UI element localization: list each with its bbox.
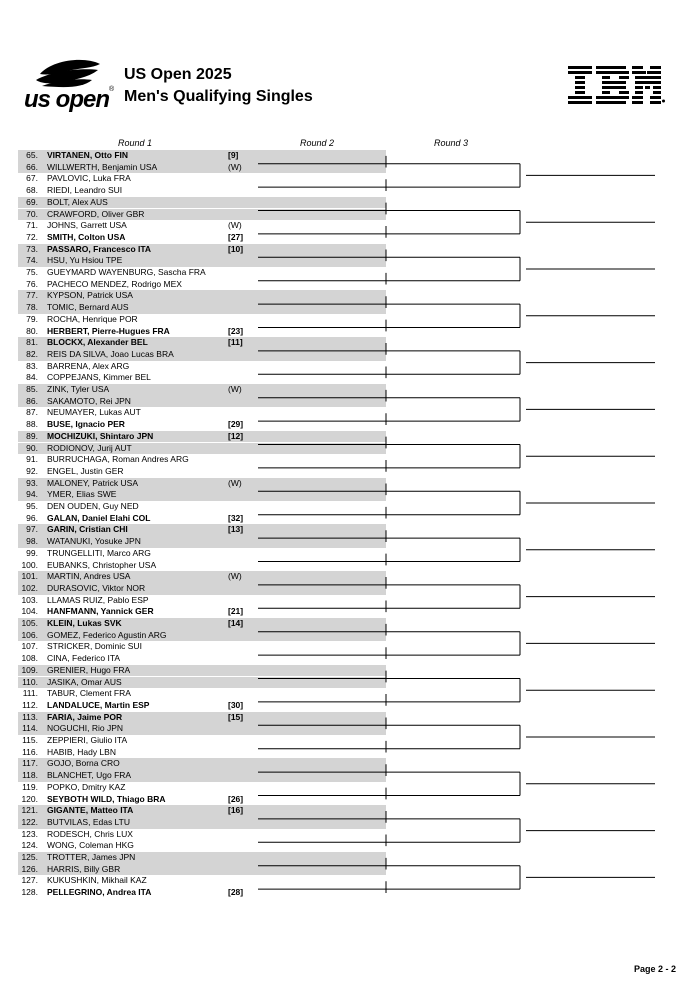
player-name: DURASOVIC, Viktor NOR: [47, 582, 146, 593]
player-name: BURRUCHAGA, Roman Andres ARG: [47, 454, 189, 465]
player-seed: [32]: [228, 512, 244, 523]
player-name: RODESCH, Chris LUX: [47, 828, 133, 839]
player-number: 120.: [21, 793, 38, 804]
player-name: ZINK, Tyler USA: [47, 384, 110, 394]
page-number: Page 2 - 2: [634, 964, 677, 974]
player-number: 79.: [26, 313, 38, 324]
player-name: RODIONOV, Jurij AUT: [47, 442, 132, 453]
player-name: GALAN, Daniel Elahi COL: [47, 512, 151, 523]
player-number: 92.: [26, 465, 38, 476]
player-number: 77.: [26, 290, 38, 301]
player-name: FARIA, Jaime POR: [47, 711, 123, 722]
player-number: 125.: [21, 852, 38, 862]
player-number: 82.: [26, 348, 38, 359]
player-name: TRUNGELLITI, Marco ARG: [47, 547, 151, 558]
player-number: 90.: [26, 442, 38, 453]
player-number: 106.: [21, 629, 38, 640]
player-number: 100.: [21, 559, 38, 570]
player-number: 122.: [21, 816, 38, 827]
player-number: 124.: [21, 840, 38, 851]
player-seed: [23]: [228, 325, 244, 336]
player-name: KUKUSHKIN, Mikhail KAZ: [47, 875, 147, 886]
player-number: 127.: [21, 875, 38, 886]
player-number: 121.: [21, 805, 38, 816]
player-number: 80.: [26, 325, 38, 336]
player-name: REIS DA SILVA, Joao Lucas BRA: [47, 348, 174, 359]
round-3-header: Round 3: [433, 138, 469, 148]
player-name: GARIN, Cristian CHI: [47, 524, 128, 535]
player-name: JOHNS, Garrett USA: [47, 220, 127, 231]
player-name: HERBERT, Pierre-Hugues FRA: [47, 325, 170, 336]
player-name: BLOCKX, Alexander BEL: [47, 337, 148, 348]
player-number: 70.: [26, 208, 38, 219]
player-number: 104.: [21, 606, 38, 617]
player-name: MOCHIZUKI, Shintaro JPN: [47, 430, 154, 441]
player-name: KLEIN, Lukas SVK: [47, 618, 122, 628]
player-name: BARRENA, Alex ARG: [47, 360, 130, 371]
player-name: BUSE, Ignacio PER: [47, 419, 125, 430]
player-number: 89.: [26, 430, 38, 441]
player-number: 113.: [22, 711, 38, 722]
player-seed: [11]: [228, 337, 243, 348]
player-name: GUEYMARD WAYENBURG, Sascha FRA: [47, 267, 206, 277]
player-number: 126.: [21, 863, 38, 874]
player-name: HARRIS, Billy GBR: [47, 863, 121, 874]
player-name: GRENIER, Hugo FRA: [47, 664, 131, 675]
player-name: VIRTANEN, Otto FIN: [47, 150, 129, 160]
player-seed: [21]: [228, 606, 244, 617]
player-seed: [26]: [228, 793, 244, 804]
player-number: 117.: [22, 758, 38, 769]
player-number: 103.: [21, 594, 38, 605]
player-number: 81.: [26, 337, 38, 348]
player-number: 102.: [21, 582, 38, 593]
player-number: 73.: [26, 243, 38, 254]
player-name: TABUR, Clement FRA: [47, 688, 131, 699]
player-name: BOLT, Alex AUS: [47, 196, 108, 207]
player-seed: [10]: [228, 243, 244, 254]
player-name: TOMIC, Bernard AUS: [47, 302, 129, 313]
player-name: PAVLOVIC, Luka FRA: [47, 173, 131, 184]
player-number: 88.: [26, 419, 38, 430]
player-number: 93.: [26, 477, 38, 488]
player-name: NEUMAYER, Lukas AUT: [47, 407, 141, 418]
player-name: EUBANKS, Christopher USA: [47, 559, 157, 570]
player-name: TROTTER, James JPN: [47, 852, 136, 862]
player-number: 112.: [22, 699, 38, 710]
player-number: 91.: [26, 454, 38, 465]
player-number: 65.: [26, 150, 38, 160]
player-name: ENGEL, Justin GER: [47, 465, 124, 476]
player-name: LANDALUCE, Martin ESP: [47, 699, 150, 710]
player-name: KYPSON, Patrick USA: [47, 290, 133, 301]
player-name: WILLWERTH, Benjamin USA: [47, 161, 158, 172]
player-number: 96.: [26, 512, 38, 523]
player-name: GIGANTE, Matteo ITA: [47, 805, 134, 816]
player-name: WONG, Coleman HKG: [47, 840, 134, 851]
player-number: 72.: [26, 231, 38, 242]
player-name: HABIB, Hady LBN: [47, 746, 116, 757]
player-number: 109.: [21, 664, 38, 675]
player-name: HSU, Yu Hsiou TPE: [47, 255, 123, 266]
player-name: NOGUCHI, Rio JPN: [47, 723, 124, 734]
round-1-header: Round 1: [117, 138, 153, 148]
player-number: 86.: [26, 395, 38, 406]
player-number: 69.: [26, 196, 38, 207]
player-number: 119.: [22, 781, 38, 792]
player-seed: [13]: [228, 524, 244, 535]
player-name: ROCHA, Henrique POR: [47, 313, 138, 324]
player-name: SEYBOTH WILD, Thiago BRA: [47, 793, 166, 804]
tournament-title: US Open 2025: [124, 66, 232, 83]
player-number: 66.: [26, 161, 38, 172]
player-seed: (W): [228, 384, 242, 394]
player-number: 97.: [26, 524, 38, 535]
player-number: 76.: [26, 278, 38, 289]
player-number: 74.: [26, 255, 38, 266]
player-name: GOJO, Borna CRO: [47, 758, 120, 769]
player-number: 118.: [22, 770, 38, 781]
player-name: STRICKER, Dominic SUI: [47, 641, 142, 652]
player-name: YMER, Elias SWE: [47, 489, 117, 500]
event-title: Men's Qualifying Singles: [124, 88, 313, 105]
player-name: BUTVILAS, Edas LTU: [47, 816, 130, 827]
player-seed: [16]: [228, 805, 244, 816]
player-number: 85.: [26, 384, 38, 394]
player-number: 71.: [26, 220, 38, 231]
player-name: MARTIN, Andres USA: [47, 571, 131, 582]
player-number: 107.: [21, 641, 38, 652]
player-number: 123.: [21, 828, 38, 839]
player-seed: (W): [228, 161, 242, 172]
player-number: 95.: [26, 501, 38, 511]
player-number: 84.: [26, 372, 38, 383]
player-name: BLANCHET, Ugo FRA: [47, 770, 132, 781]
player-number: 83.: [26, 360, 38, 371]
player-name: RIEDI, Leandro SUI: [47, 185, 123, 196]
player-name: POPKO, Dmitry KAZ: [47, 781, 126, 792]
player-name: WATANUKI, Yosuke JPN: [47, 536, 141, 547]
player-number: 105.: [21, 618, 38, 628]
player-number: 67.: [26, 173, 38, 184]
player-seed: [12]: [228, 430, 244, 441]
player-number: 128.: [21, 887, 38, 898]
player-number: 75.: [26, 267, 38, 277]
player-name: CRAWFORD, Oliver GBR: [47, 208, 145, 219]
player-name: CINA, Federico ITA: [47, 653, 121, 664]
player-name: SMITH, Colton USA: [47, 231, 126, 242]
player-name: PELLEGRINO, Andrea ITA: [47, 887, 152, 898]
player-seed: [27]: [228, 231, 244, 242]
player-number: 68.: [26, 185, 38, 196]
player-seed: (W): [228, 220, 242, 231]
player-number: 101.: [21, 571, 38, 582]
player-number: 87.: [26, 407, 38, 418]
player-number: 111.: [22, 688, 38, 699]
player-name: JASIKA, Omar AUS: [47, 676, 122, 687]
player-name: LLAMAS RUIZ, Pablo ESP: [47, 594, 149, 605]
player-name: DEN OUDEN, Guy NED: [47, 501, 139, 511]
player-name: MALONEY, Patrick USA: [47, 477, 139, 488]
player-seed: [14]: [228, 618, 244, 628]
player-name: SAKAMOTO, Rei JPN: [47, 395, 131, 406]
player-number: 94.: [26, 489, 38, 500]
player-number: 99.: [26, 547, 38, 558]
player-name: GOMEZ, Federico Agustin ARG: [47, 629, 167, 640]
logo-text: us open: [24, 86, 110, 113]
player-seed: [15]: [228, 711, 244, 722]
player-seed: [9]: [228, 150, 239, 160]
player-name: ZEPPIERI, Giulio ITA: [47, 735, 128, 745]
round-2-header: Round 2: [299, 138, 335, 148]
player-number: 116.: [22, 746, 38, 757]
player-number: 115.: [22, 735, 38, 745]
player-seed: (W): [228, 477, 242, 488]
player-number: 110.: [22, 676, 38, 687]
player-name: PASSARO, Francesco ITA: [47, 243, 152, 254]
player-number: 78.: [26, 302, 38, 313]
player-seed: [30]: [228, 699, 244, 710]
player-number: 114.: [22, 723, 38, 734]
player-name: PACHECO MENDEZ, Rodrigo MEX: [47, 278, 182, 289]
player-name: HANFMANN, Yannick GER: [47, 606, 154, 617]
player-number: 98.: [26, 536, 38, 547]
player-name: COPPEJANS, Kimmer BEL: [47, 372, 151, 383]
player-number: 108.: [21, 653, 38, 664]
registered-mark: ®: [109, 86, 114, 93]
player-seed: [28]: [228, 887, 244, 898]
player-seed: (W): [228, 571, 242, 582]
player-seed: [29]: [228, 419, 244, 430]
